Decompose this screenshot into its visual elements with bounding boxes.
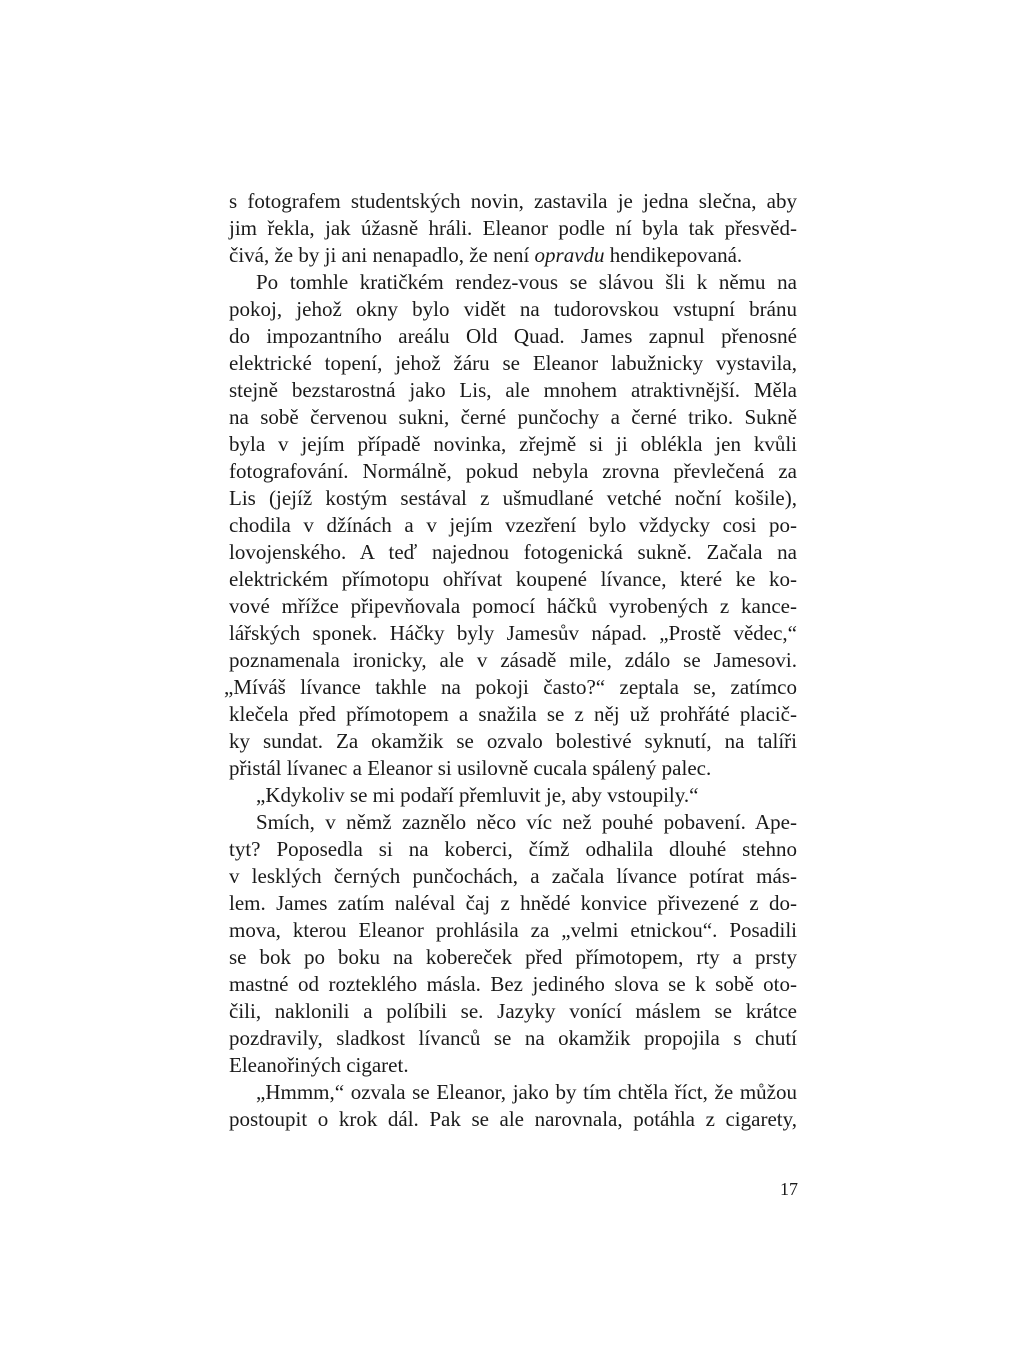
text-line — [229, 755, 797, 782]
text-segment: přistál lívanec a Eleanor si usilovně cucala spálený palec. — [229, 756, 712, 780]
text-line — [229, 863, 797, 890]
text-segment: Lis (jejíž kostým sestával z ušmudlané vetché noční košile), — [229, 486, 797, 510]
body-text — [224, 188, 797, 1133]
page-number: 17 — [780, 1179, 798, 1199]
text-segment: poznamenala ironicky, ale v zásadě mile, zdálo se Jamesovi. — [229, 648, 797, 672]
text-segment: se bok po boku na kobereček před přímotopem, rty a prsty — [229, 945, 797, 969]
text-line — [229, 647, 797, 674]
text-segment: chodila v džínách a v jejím vzezření bylo vždycky cosi po- — [229, 513, 797, 537]
text-segment: klečela před přímotopem a snažila se z něj už prohřáté placič- — [229, 702, 797, 726]
text-segment: vové mřížce připevňovala pomocí háčků vyrobených z kance- — [229, 594, 797, 618]
text-line — [229, 188, 797, 215]
text-line — [229, 512, 797, 539]
text-line — [229, 485, 797, 512]
text-line — [229, 998, 797, 1025]
text-line — [229, 539, 797, 566]
text-segment: „Míváš lívance takhle na pokoji často?“ zeptala se, zatímco — [224, 675, 797, 699]
text-line — [229, 971, 797, 998]
text-segment: do impozantního areálu Old Quad. James zapnul přenosné — [229, 324, 797, 348]
text-line — [229, 242, 797, 269]
text-segment: jim řekla, jak úžasně hráli. Eleanor podle ní byla tak přesvěd- — [229, 216, 797, 240]
text-segment: elektrickém přímotopu ohřívat koupené lívance, které ke ko- — [229, 567, 797, 591]
text-segment: lem. James zatím naléval čaj z hnědé konvice přivezené z do- — [229, 891, 797, 915]
text-segment: tyt? Poposedla si na koberci, čímž odhalila dlouhé stehno — [229, 837, 797, 861]
text-line — [229, 593, 797, 620]
text-segment: pokoj, jehož okny bylo vidět na tudorovskou vstupní bránu — [229, 297, 797, 321]
text-line — [229, 1052, 797, 1079]
text-line — [229, 431, 797, 458]
text-line — [229, 917, 797, 944]
text-segment: v lesklých černých punčochách, a začala lívance potírat más- — [229, 864, 797, 888]
text-segment: Smích, v němž zaznělo něco víc než pouhé pobavení. Ape- — [256, 810, 797, 834]
text-line — [229, 350, 797, 377]
text-line — [229, 377, 797, 404]
text-line — [229, 701, 797, 728]
text-line — [229, 269, 797, 296]
text-line — [229, 836, 797, 863]
text-segment: pozdravily, sladkost lívanců se na okamžik propojila s chutí — [229, 1026, 797, 1050]
text-segment: „Hmmm,“ ozvala se Eleanor, jako by tím chtěla říct, že můžou — [256, 1080, 797, 1104]
text-segment: mova, kterou Eleanor prohlásila za „velmi etnickou“. Posadili — [229, 918, 797, 942]
text-segment: čili, naklonili a políbili se. Jazyky vonící máslem se krátce — [229, 999, 797, 1023]
text-segment: byla v jejím případě novinka, zřejmě si ji oblékla jen kvůli — [229, 432, 797, 456]
text-line — [229, 890, 797, 917]
text-line — [229, 566, 797, 593]
text-line — [229, 809, 797, 836]
text-segment: hendikepovaná. — [604, 243, 743, 267]
text-segment: čivá, že by ji ani nenapadlo, že není — [229, 243, 535, 267]
text-line — [229, 296, 797, 323]
text-segment: Eleanořiných cigaret. — [229, 1053, 409, 1077]
text-line — [224, 674, 797, 701]
text-line — [229, 1025, 797, 1052]
text-line — [229, 1106, 797, 1133]
text-line — [229, 323, 797, 350]
text-segment: Po tomhle kratičkém rendez-vous se slávou šli k němu na — [256, 270, 797, 294]
text-segment: stejně bezstarostná jako Lis, ale mnohem atraktivnější. Měla — [229, 378, 797, 402]
text-line — [229, 458, 797, 485]
text-line — [229, 620, 797, 647]
text-segment: s fotografem studentských novin, zastavila je jedna slečna, aby — [229, 189, 797, 213]
emphasis-text: opravdu — [534, 243, 605, 267]
text-line — [229, 782, 797, 809]
text-segment: postoupit o krok dál. Pak se ale narovnala, potáhla z cigarety, — [229, 1107, 797, 1131]
text-line — [229, 944, 797, 971]
text-segment: lářských sponek. Háčky byly Jamesův nápad. „Prostě vědec,“ — [229, 621, 797, 645]
text-segment: mastné od rozteklého másla. Bez jediného slova se k sobě oto- — [229, 972, 797, 996]
text-segment: fotografování. Normálně, pokud nebyla zrovna převlečená za — [229, 459, 797, 483]
text-segment: na sobě červenou sukni, černé punčochy a černé triko. Sukně — [229, 405, 797, 429]
text-segment: „Kdykoliv se mi podaří přemluvit je, aby vstoupily.“ — [256, 783, 699, 807]
text-line — [229, 404, 797, 431]
text-segment: elektrické topení, jehož žáru se Eleanor labužnicky vystavila, — [229, 351, 797, 375]
text-line — [229, 1079, 797, 1106]
text-line — [229, 728, 797, 755]
text-segment: lovojenského. A teď najednou fotogenická sukně. Začala na — [229, 540, 797, 564]
text-line — [229, 215, 797, 242]
text-segment: ky sundat. Za okamžik se ozvalo bolestivé syknutí, na talíři — [229, 729, 797, 753]
